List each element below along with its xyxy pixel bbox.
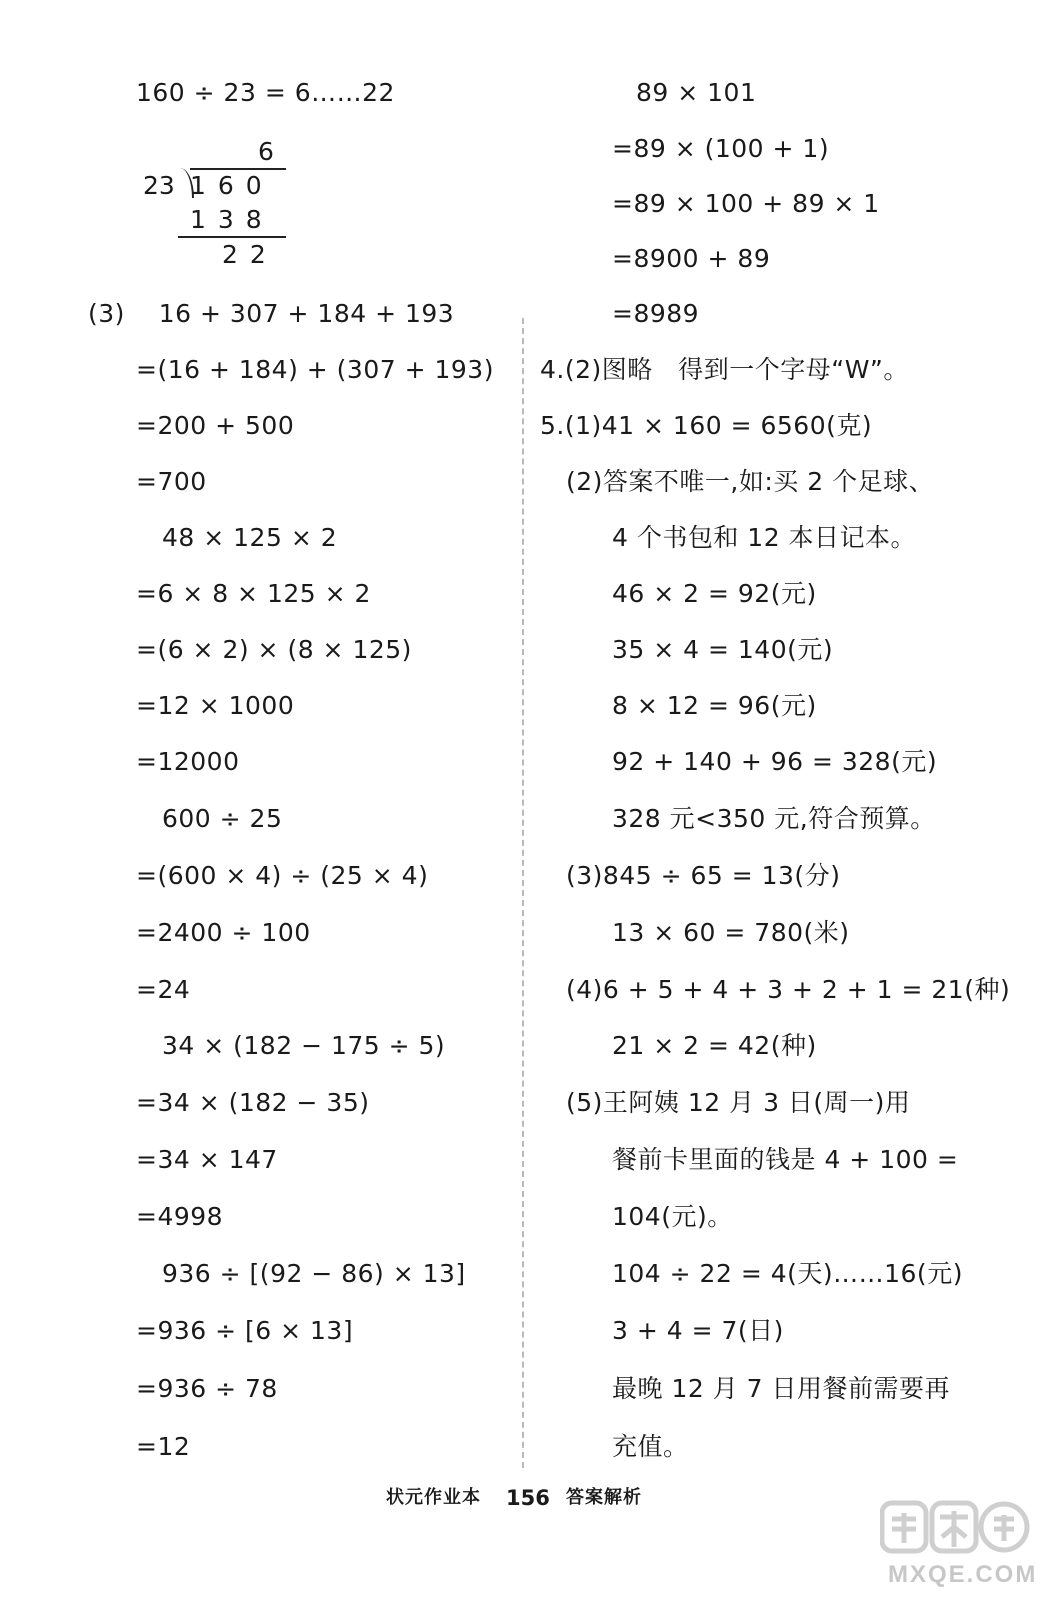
question-5-part-5: (5)王阿姨 12 月 3 日(周一)用 (566, 1088, 911, 1117)
answer-line: 46 × 2 = 92(元) (612, 579, 817, 608)
answer-line: 3 + 4 = 7(日) (612, 1316, 784, 1345)
calc-line: =2400 ÷ 100 (136, 918, 311, 947)
calc-line: =12 × 1000 (136, 691, 295, 720)
long-division-product: 1 3 8 (190, 205, 264, 234)
answer-line: 4 个书包和 12 本日记本。 (612, 523, 917, 552)
answer-line: 21 × 2 = 42(种) (612, 1031, 817, 1060)
calc-expression: 936 ÷ [(92 − 86) × 13] (162, 1259, 466, 1288)
question-5-part-4: (4)6 + 5 + 4 + 3 + 2 + 1 = 21(种) (566, 975, 1011, 1004)
calc-line: =12 (136, 1432, 191, 1461)
division-bar (190, 168, 286, 170)
calc-expression: 34 × (182 − 175 ÷ 5) (162, 1031, 446, 1060)
calc-expression: 600 ÷ 25 (162, 804, 283, 833)
answer-line: 92 + 140 + 96 = 328(元) (612, 747, 938, 776)
long-division-dividend: 1 6 0 (190, 171, 264, 200)
answer-line: 充值。 (612, 1432, 689, 1461)
column-divider (522, 318, 524, 1468)
watermark-url: MXQE.COM (888, 1561, 1038, 1588)
calc-line: =(600 × 4) ÷ (25 × 4) (136, 861, 429, 890)
question-5-part-2: (2)答案不唯一,如:买 2 个足球、 (566, 467, 935, 496)
calc-line: =8989 (612, 299, 700, 328)
calc-line: =936 ÷ 78 (136, 1374, 278, 1403)
footer-title: 状元作业本 (386, 1487, 481, 1508)
calc-line: =6 × 8 × 125 × 2 (136, 579, 371, 608)
division-equation: 160 ÷ 23 = 6……22 (136, 78, 395, 107)
calc-line: =12000 (136, 747, 240, 776)
answer-line: 13 × 60 = 780(米) (612, 918, 850, 947)
calc-line: =700 (136, 467, 207, 496)
footer-subtitle: 答案解析 (566, 1487, 642, 1508)
calc-line: =24 (136, 975, 191, 1004)
answer-line: 104 ÷ 22 = 4(天)……16(元) (612, 1259, 963, 1288)
long-division-quotient: 6 (258, 137, 274, 166)
calc-line: =(6 × 2) × (8 × 125) (136, 635, 412, 664)
calc-expression: 48 × 125 × 2 (162, 523, 338, 552)
calc-line: =(16 + 184) + (307 + 193) (136, 355, 494, 384)
calc-expression: 89 × 101 (636, 78, 757, 107)
calc-line: =200 + 500 (136, 411, 295, 440)
answer-line: 最晚 12 月 7 日用餐前需要再 (612, 1374, 951, 1403)
answer-line: 328 元<350 元,符合预算。 (612, 804, 936, 833)
calc-line: =8900 + 89 (612, 244, 771, 273)
calc-line: =89 × (100 + 1) (612, 134, 830, 163)
answer-line: 104(元)。 (612, 1202, 733, 1231)
calc-line: =4998 (136, 1202, 224, 1231)
long-division-rule (178, 236, 286, 238)
long-division-divisor: 23 (143, 171, 175, 200)
problem-3-heading: (3) 16 + 307 + 184 + 193 (88, 299, 455, 328)
question-5-part-3: (3)845 ÷ 65 = 13(分) (566, 861, 841, 890)
calc-line: =34 × (182 − 35) (136, 1088, 370, 1117)
watermark (880, 1497, 1038, 1592)
answer-line: 8 × 12 = 96(元) (612, 691, 817, 720)
calc-line: =936 ÷ [6 × 13] (136, 1316, 354, 1345)
page-number: 156 (506, 1486, 550, 1510)
answer-line: 35 × 4 = 140(元) (612, 635, 834, 664)
watermark-logo-icon (880, 1497, 1030, 1559)
calc-line: =34 × 147 (136, 1145, 278, 1174)
answer-line: 餐前卡里面的钱是 4 + 100 = (612, 1145, 959, 1174)
calc-line: =89 × 100 + 89 × 1 (612, 189, 880, 218)
question-5-part-1: 5.(1)41 × 160 = 6560(克) (540, 411, 873, 440)
question-4-answer: 4.(2)图略 得到一个字母“W”。 (540, 355, 909, 384)
long-division-remainder: 2 2 (222, 240, 268, 269)
